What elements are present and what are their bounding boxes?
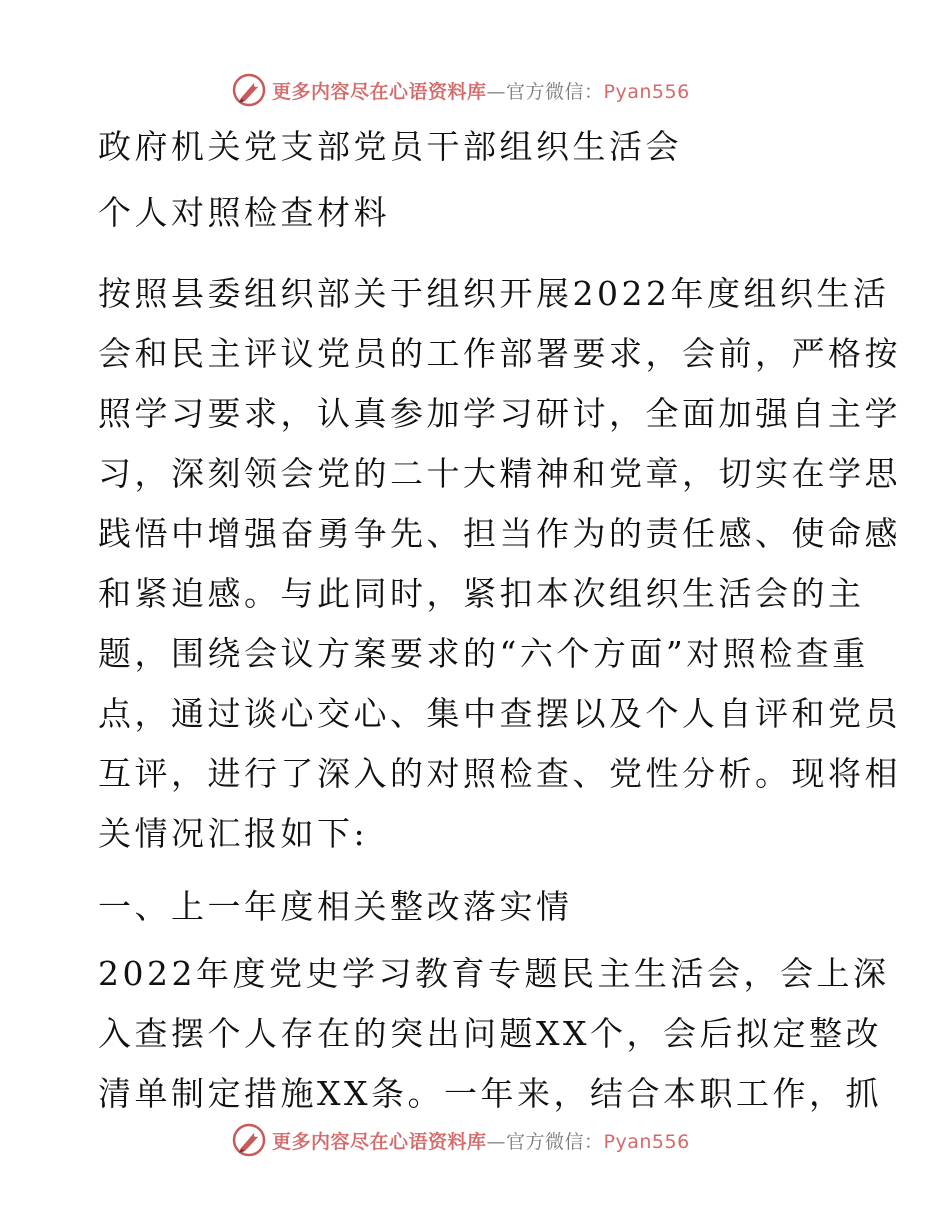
watermark-brand: 更多内容尽在心语资料库: [272, 1130, 487, 1153]
paragraph-line: 点，通过谈心交心、集中查摆以及个人自评和党员: [98, 694, 901, 733]
watermark-brand: 更多内容尽在心语资料库: [272, 80, 487, 103]
paragraph-line: 会和民主评议党员的工作部署要求，会前，严格按: [98, 334, 901, 373]
paragraph-intro: [98, 264, 901, 864]
watermark-account: Pyan556: [603, 80, 690, 103]
paragraph-line: 照学习要求，认真参加学习研讨，全面加强自主学: [98, 394, 901, 433]
watermark-header: [232, 70, 792, 110]
paragraph-line: 入查摆个人存在的突出问题XX个，会后拟定整改: [98, 1014, 882, 1053]
paragraph-line: 互评，进行了深入的对照检查、党性分析。现将相: [98, 754, 901, 793]
watermark-account: Pyan556: [603, 1130, 690, 1153]
paragraph-line: 清单制定措施XX条。一年来，结合本职工作，抓: [98, 1074, 882, 1113]
section-heading-1: 一、上一年度相关整改落实情: [98, 887, 573, 926]
paragraph-line: 2022年度党史学习教育专题民主生活会，会上深: [98, 954, 890, 993]
document-title-line-2: 个人对照检查材料: [98, 193, 390, 232]
paragraph-line: 按照县委组织部关于组织开展2022年度组织生活: [98, 274, 890, 313]
paragraph-line: 题，围绕会议方案要求的“六个方面”对照检查重: [98, 634, 869, 673]
watermark-official-label: 官方微信：: [506, 1130, 604, 1153]
watermark-footer: [232, 1120, 792, 1160]
paragraph-line: 和紧迫感。与此同时，紧扣本次组织生活会的主: [98, 574, 865, 613]
pen-logo-icon: [232, 1123, 266, 1157]
paragraph-line: 习，深刻领会党的二十大精神和党章，切实在学思: [98, 454, 901, 493]
paragraph-line: 践悟中增强奋勇争先、担当作为的责任感、使命感: [98, 514, 901, 553]
document-title-line-1: 政府机关党支部党员干部组织生活会: [98, 127, 682, 166]
watermark-separator: —: [486, 80, 507, 103]
paragraph-section-1: [98, 944, 890, 1124]
watermark-official-label: 官方微信：: [506, 80, 604, 103]
watermark-separator: —: [486, 1130, 507, 1153]
pen-logo-icon: [232, 73, 266, 107]
paragraph-line: 关情况汇报如下:: [98, 814, 369, 853]
document-body: [98, 118, 901, 1124]
